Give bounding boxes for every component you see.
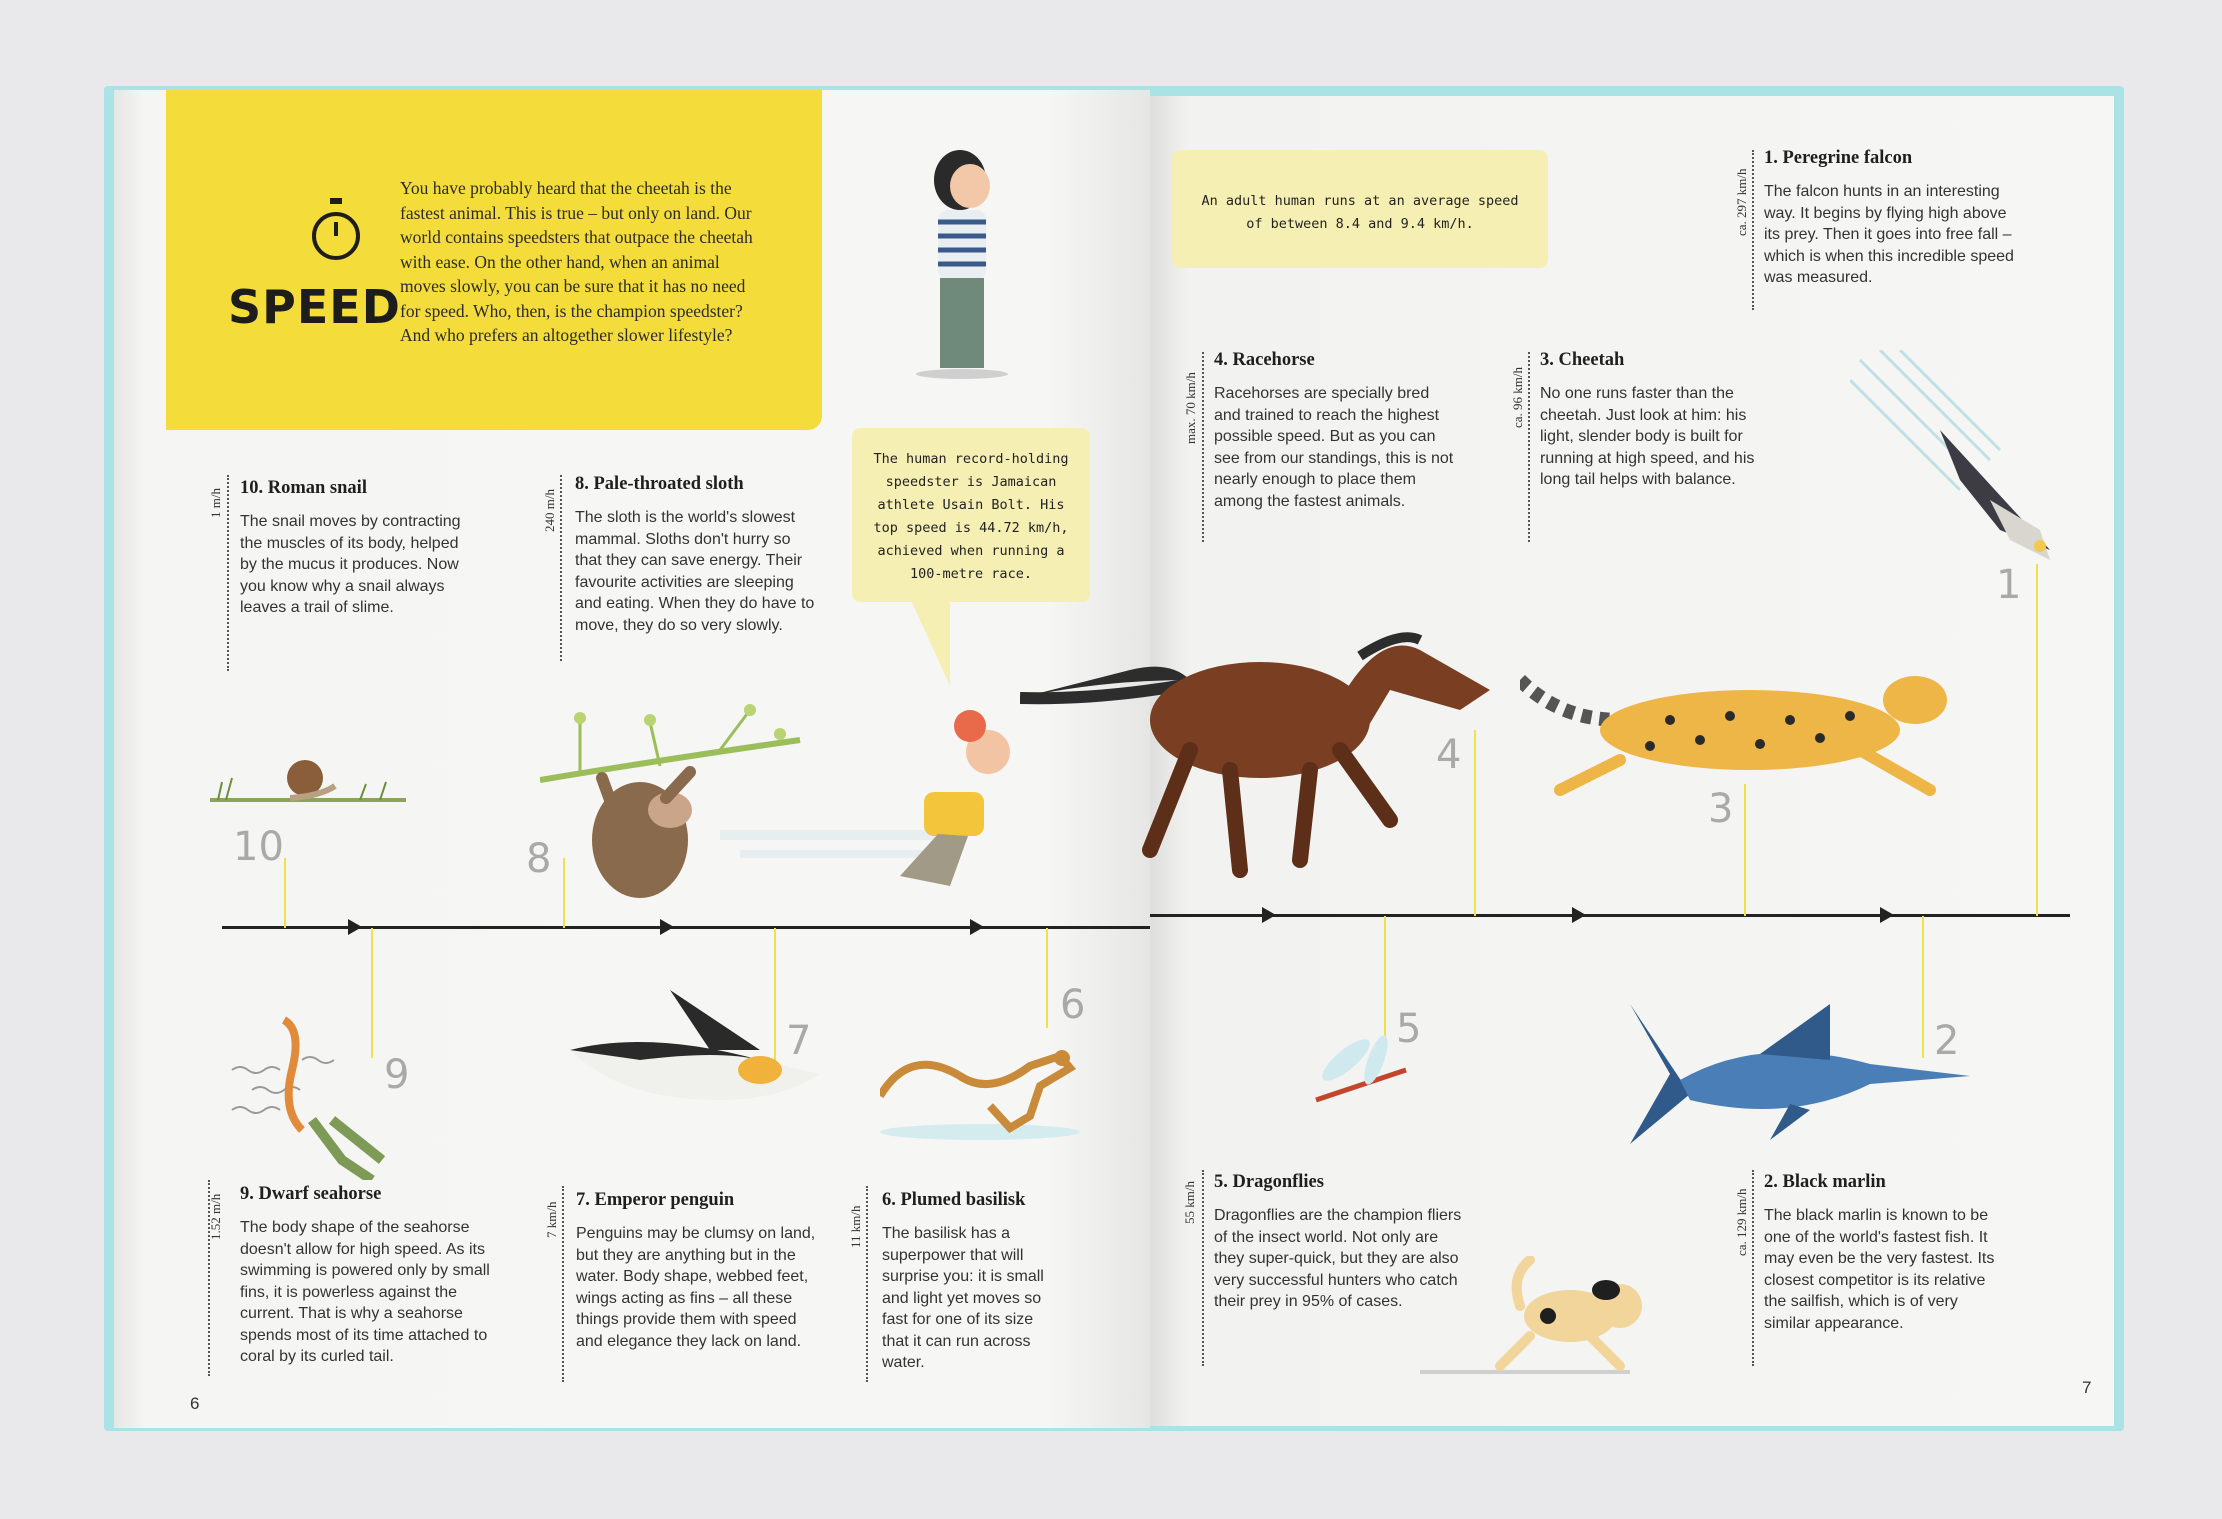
seahorse-description: The body shape of the seahorse doesn't allow for high speed. As its swimming is powered only by small fins, it is powerless against the current. That is why a seahorse spends most of its time attached to coral by its curled tail. xyxy=(240,1219,490,1365)
stopwatch-icon xyxy=(306,196,366,266)
entry-racehorse xyxy=(1214,350,1454,512)
cheetah-stem xyxy=(1744,784,1746,916)
falcon-description: The falcon hunts in an interesting way. It begins by flying high above its prey. Then it goes into free fall – which is when this incredible speed was measured. xyxy=(1764,183,2014,286)
dragonfly-speed: 55 km/h xyxy=(1182,1181,1197,1224)
rank-5: 5 xyxy=(1396,1006,1422,1052)
penguin-divider xyxy=(562,1186,564,1382)
usain-bolt-bubble: The human record-holding speedster is Jamaican athlete Usain Bolt. His top speed is 44.72 km/h, achieved when running a 100-metre race. xyxy=(852,428,1090,602)
racehorse-description: Racehorses are specially bred and trained to reach the highest possible speed. But as you can see from our standings, this is not nearly enough to place them among the fastest animals. xyxy=(1214,385,1454,510)
cheetah-title: 3. Cheetah xyxy=(1540,350,1625,370)
penguin-illustration xyxy=(560,990,820,1130)
racehorse-illustration xyxy=(1020,620,1500,880)
marlin-description: The black marlin is known to be one of the world's fastest fish. It may even be the very fastest. Its closest competitor is its relative the sailfish, which is of very similar appearance. xyxy=(1764,1207,1995,1332)
axis-arrow xyxy=(970,919,984,935)
entry-sloth xyxy=(575,474,815,636)
falcon-speed: ca. 297 km/h xyxy=(1734,168,1749,236)
racehorse-divider xyxy=(1202,352,1204,542)
dragonfly-description: Dragonflies are the champion fliers of the insect world. Not only are they super-quick, but they are also very successful hunters who catch their prey in 95% of cases. xyxy=(1214,1207,1462,1310)
cheetah-speed: ca. 96 km/h xyxy=(1510,366,1525,428)
axis-arrow xyxy=(660,919,674,935)
boy-illustration xyxy=(910,140,1050,390)
snail-illustration xyxy=(210,748,406,808)
cheetah-illustration xyxy=(1520,660,1980,800)
sloth-speed: 240 m/h xyxy=(542,489,557,532)
marlin-illustration xyxy=(1630,1004,1970,1144)
seahorse-title: 9. Dwarf seahorse xyxy=(240,1184,382,1204)
snail-description: The snail moves by contracting the muscles of its body, helped by the mucus it produces. Now you know why a snail always leaves a trail of slime. xyxy=(240,513,461,616)
girl-illustration xyxy=(720,700,1060,900)
bubble-tail xyxy=(900,598,960,688)
entry-falcon xyxy=(1764,148,2014,289)
dragonfly-title: 5. Dragonflies xyxy=(1214,1172,1324,1192)
entry-basilisk xyxy=(882,1190,1062,1374)
basilisk-description: The basilisk has a superpower that will surprise you: it is small and light yet moves so fast for one of its size that it can run across water. xyxy=(882,1225,1044,1371)
rank-2: 2 xyxy=(1934,1018,1960,1064)
entry-cheetah xyxy=(1540,350,1770,491)
rank-6: 6 xyxy=(1060,982,1086,1028)
penguin-title: 7. Emperor penguin xyxy=(576,1190,735,1210)
racehorse-speed: max. 70 km/h xyxy=(1183,372,1198,444)
rank-10: 10 xyxy=(233,824,284,870)
page-title: SPEED xyxy=(228,280,401,334)
basilisk-speed: 11 km/h xyxy=(848,1205,863,1248)
falcon-divider xyxy=(1752,150,1754,310)
rank-9: 9 xyxy=(384,1052,410,1098)
rank-1: 1 xyxy=(1996,562,2022,608)
sloth-description: The sloth is the world's slowest mammal. Sloths don't hurry so that they can save energy. Their favourite activities are sleeping and eating. When they do have to move, they do so very slowly. xyxy=(575,509,815,634)
racehorse-stem xyxy=(1474,730,1476,916)
falcon-illustration xyxy=(1850,350,2060,570)
marlin-divider xyxy=(1752,1170,1754,1366)
cheetah-divider xyxy=(1528,352,1530,542)
basilisk-title: 6. Plumed basilisk xyxy=(882,1190,1026,1210)
falcon-title: 1. Peregrine falcon xyxy=(1764,148,1913,168)
sloth-title: 8. Pale-throated sloth xyxy=(575,474,744,494)
entry-snail xyxy=(240,478,470,619)
penguin-description: Penguins may be clumsy on land, but they are anything but in the water. Body shape, webbed feet, wings acting as fins – all these things provide them with speed and elegance they lack on land. xyxy=(576,1225,816,1350)
basilisk-illustration xyxy=(880,1036,1090,1146)
snail-stem xyxy=(284,858,286,928)
marlin-speed: ca. 129 km/h xyxy=(1734,1188,1749,1256)
rank-4: 4 xyxy=(1436,732,1462,778)
snail-speed: 1 m/h xyxy=(208,488,223,518)
marlin-title: 2. Black marlin xyxy=(1764,1172,1886,1192)
page-number-left: 6 xyxy=(190,1394,200,1413)
axis-arrow xyxy=(1572,907,1586,923)
sloth-divider xyxy=(560,475,562,661)
page-number-right: 7 xyxy=(2082,1378,2092,1397)
cheetah-description: No one runs faster than the cheetah. Just look at him: his light, slender body is built for running at high speed, and his long tail helps with balance. xyxy=(1540,385,1755,488)
axis-arrow xyxy=(1262,907,1276,923)
dragonfly-divider xyxy=(1202,1170,1204,1366)
snail-title: 10. Roman snail xyxy=(240,478,367,498)
basilisk-stem xyxy=(1046,928,1048,1028)
axis-arrow xyxy=(348,919,362,935)
intro-text: You have probably heard that the cheetah is the fastest animal. This is true – but only on land. Our world contains speedsters that outpace the cheetah with ease. On the other hand, when an animal moves slowly, you can be sure that it has no need for speed. Who, then, is the champion speedster? And who prefers an altogether slower lifestyle? xyxy=(400,178,753,345)
timeline-axis-right xyxy=(1150,914,2070,917)
dragonfly-illustration xyxy=(1296,1030,1416,1120)
entry-penguin xyxy=(576,1190,816,1352)
sloth-stem xyxy=(563,858,565,928)
entry-marlin xyxy=(1764,1172,2004,1334)
rank-8: 8 xyxy=(526,836,552,882)
snail-divider xyxy=(227,475,229,671)
penguin-speed: 7 km/h xyxy=(544,1201,559,1238)
entry-dragonfly xyxy=(1214,1172,1464,1313)
rank-7: 7 xyxy=(786,1018,812,1064)
falcon-stem xyxy=(2036,564,2038,916)
axis-arrow xyxy=(1880,907,1894,923)
rank-3: 3 xyxy=(1708,786,1734,832)
entry-seahorse xyxy=(240,1184,515,1368)
seahorse-speed: 1.52 m/h xyxy=(208,1193,223,1240)
adult-speed-bubble: An adult human runs at an average speed of between 8.4 and 9.4 km/h. xyxy=(1172,150,1548,268)
racehorse-title: 4. Racehorse xyxy=(1214,350,1315,370)
basilisk-divider xyxy=(866,1186,868,1382)
seahorse-illustration xyxy=(222,1010,402,1180)
